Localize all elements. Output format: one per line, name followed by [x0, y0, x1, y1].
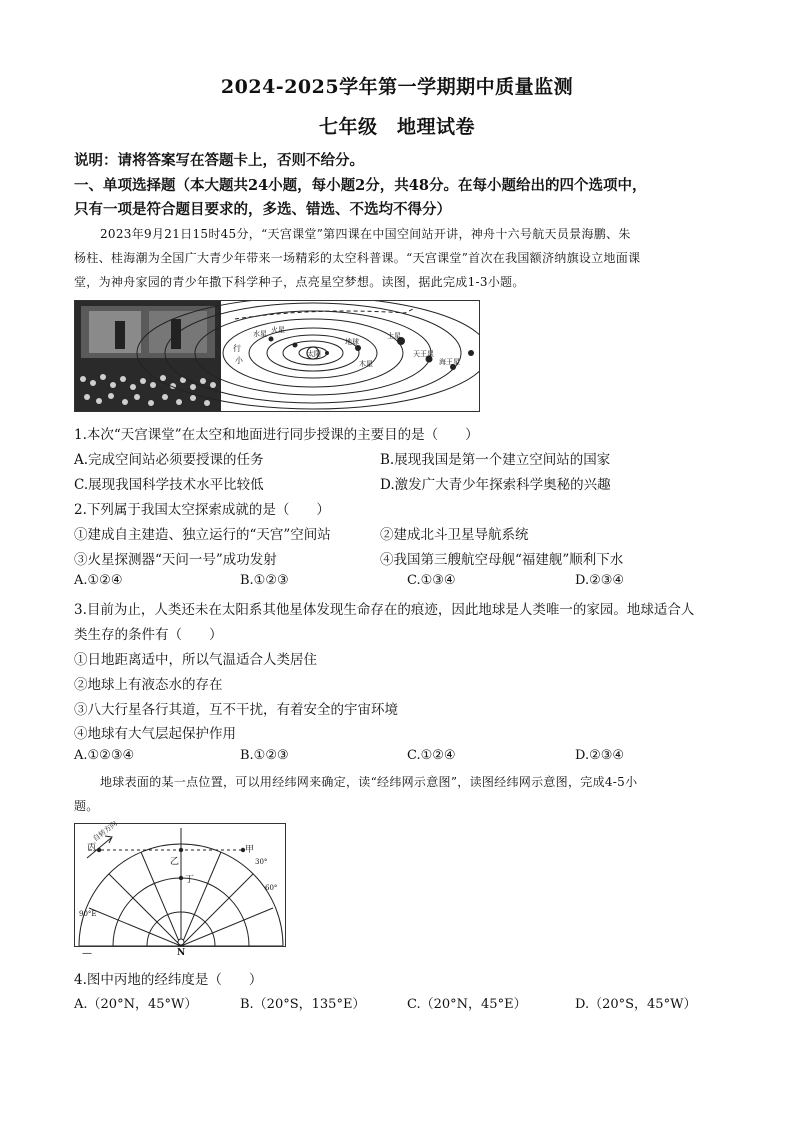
fig1-label-uranus: 天王星 — [413, 350, 434, 358]
passage1-line2: 杨柱、桂海潮为全国广大青少年带来一场精彩的太空科普课。“天宫课堂”首次在我国额济纳旗设立地面课 — [74, 251, 641, 265]
fig1-label-xiao: 小 — [235, 356, 243, 365]
fig1-label-jupiter: 木星 — [359, 360, 373, 368]
fig1-label-hang: 行 — [233, 344, 241, 353]
fig2-label-jia: 甲 — [245, 845, 255, 855]
q3-item-3: ③八大行星各行其道，互不干扰，有着安全的宇宙环境 — [74, 702, 398, 718]
fig2-label-bing: 丙 — [87, 843, 97, 853]
instruction-note: 说明：请将答案写在答题卡上，否则不给分。 — [74, 152, 364, 169]
q3-stem-line1: 3.目前为止，人类还未在太阳系其他星体发现生命存在的痕迹，因此地球是人类唯一的家园。地球适合人 — [74, 602, 695, 618]
q3-option-d: D.②③④ — [575, 748, 625, 763]
fig1-label-neptune: 海王星 — [439, 358, 460, 366]
rotation-direction-label: 自转方向 — [91, 819, 119, 844]
fig1-label-saturn: 土星 — [387, 332, 401, 340]
north-pole-label: N — [177, 948, 186, 958]
q4-option-b: B.（20°S，135°E） — [240, 997, 366, 1012]
q2-option-c: C.①③④ — [407, 573, 456, 588]
q2-item-3: ③火星探测器“天问一号”成功发射 — [74, 552, 277, 568]
passage2-line1: 地球表面的某一点位置，可以用经纬网来确定，读“经纬网示意图”，读图经纬网示意图，完成4-5小 — [100, 775, 638, 789]
figure-tiangong-solar-system — [74, 300, 480, 412]
q2-option-b: B.①②③ — [240, 573, 289, 588]
q4-option-a: A.（20°N，45°W） — [74, 997, 198, 1012]
q1-stem: 1.本次“天宫课堂”在太空和地面进行同步授课的主要目的是（ ） — [74, 427, 479, 443]
q3-item-2: ②地球上有液态水的存在 — [74, 677, 223, 693]
fig1-label-sun: 太阳 — [307, 350, 321, 358]
fig1-label-mercury: 水星 — [253, 330, 267, 338]
q1-option-d: D.激发广大青少年探索科学奥秘的兴趣 — [380, 477, 611, 493]
q4-stem: 4.图中丙地的经纬度是（ ） — [74, 972, 263, 988]
q1-option-a: A.完成空间站必须要授课的任务 — [74, 452, 264, 468]
q4-option-d: D.（20°S，45°W） — [575, 997, 697, 1012]
q4-option-c: C.（20°N，45°E） — [407, 997, 527, 1012]
q2-stem: 2.下列属于我国太空探索成就的是（ ） — [74, 502, 330, 518]
fig2-label-ding: 丁 — [185, 875, 195, 885]
q1-option-c: C.展现我国科学技术水平比较低 — [74, 477, 264, 493]
fig2-label-90e: 90°E — [79, 910, 97, 918]
q3-option-b: B.①②③ — [240, 748, 289, 763]
q3-item-4: ④地球有大气层起保护作用 — [74, 726, 236, 742]
exam-subtitle: 七年级 地理试卷 — [318, 116, 475, 138]
q3-stem-line2: 类生存的条件有（ ） — [74, 627, 223, 643]
passage2-line2: 题。 — [74, 799, 99, 813]
q1-option-b: B.展现我国是第一个建立空间站的国家 — [380, 452, 611, 468]
q3-item-1: ①日地距离适中，所以气温适合人类居住 — [74, 652, 317, 668]
q2-item-2: ②建成北斗卫星导航系统 — [380, 527, 529, 543]
q2-option-a: A.①②④ — [74, 573, 123, 588]
fig2-label-30: 30° — [255, 858, 268, 866]
figure-graticule — [74, 819, 286, 958]
fig1-label-mars: 火星 — [271, 326, 285, 334]
q3-option-c: C.①②④ — [407, 748, 456, 763]
section-heading-line1: 一、单项选择题（本大题共24小题，每小题2分，共48分。在每小题给出的四个选项中， — [74, 177, 647, 194]
section-heading-line2: 只有一项是符合题目要求的，多选、错选、不选均不得分） — [74, 201, 451, 218]
q3-option-a: A.①②③④ — [74, 748, 135, 763]
q2-item-4: ④我国第三艘航空母舰“福建舰”顺利下水 — [380, 552, 624, 568]
fig2-label-yi: 乙 — [170, 857, 180, 867]
passage1-line1: 2023年9月21日15时45分，“天宫课堂”第四课在中国空间站开讲，神舟十六号航天员景海鹏、朱 — [100, 227, 631, 241]
passage1-line3: 堂，为神舟家园的青少年撒下科学种子，点亮星空梦想。读图，据此完成1-3小题。 — [74, 275, 525, 289]
q2-item-1: ①建成自主建造、独立运行的“天宫”空间站 — [74, 527, 331, 543]
fig2-dash-mark: — — [82, 948, 92, 959]
exam-title: 2024-2025学年第一学期期中质量监测 — [220, 76, 574, 98]
fig2-label-60: 60° — [265, 884, 278, 892]
fig1-label-earth: 地球 — [345, 338, 359, 346]
q2-option-d: D.②③④ — [575, 573, 625, 588]
